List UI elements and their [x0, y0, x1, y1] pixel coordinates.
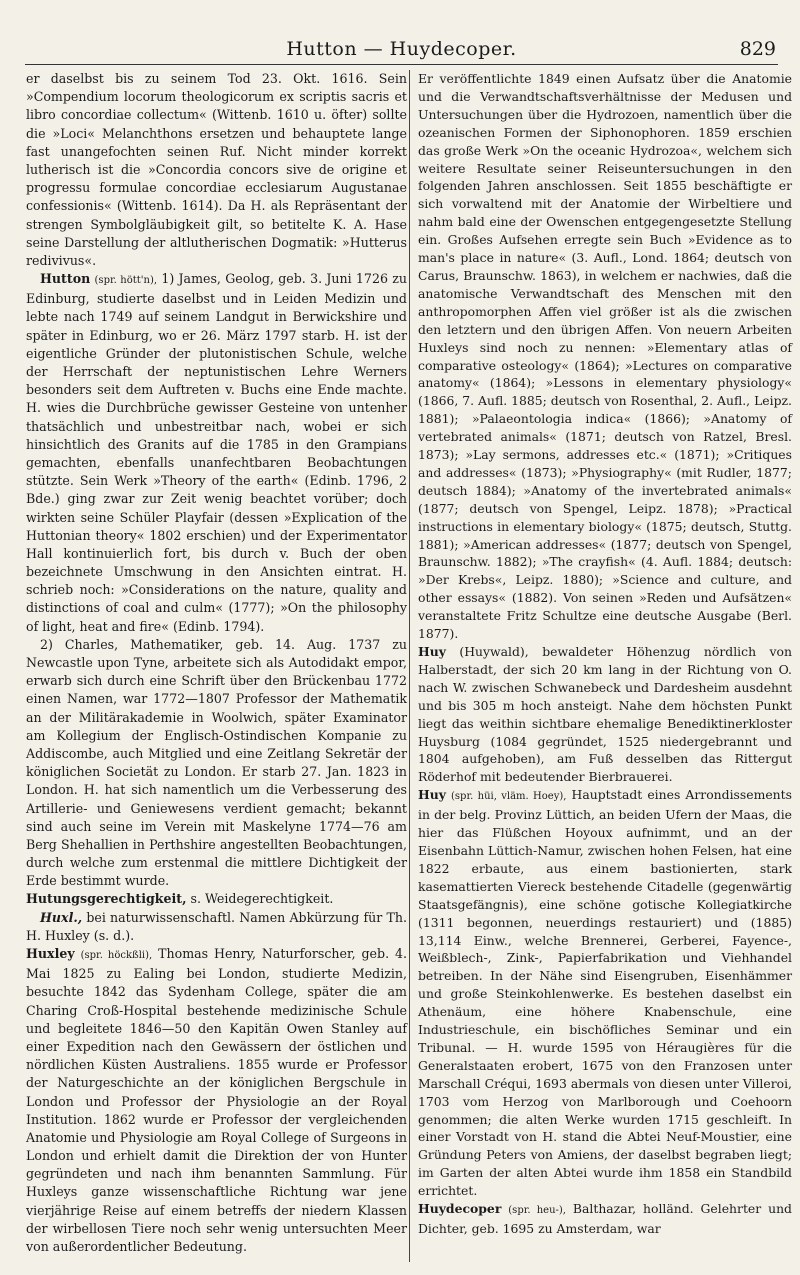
entry-continuation: er daselbst bis zu seinem Tod 23. Okt. 1616. Sein »Compendium locorum theologicorum ex scriptis sacris et libro concordiae collectum« (Wittenb. 1610 u. öfter) sollte die »Loci« Melanchthons ersetzen und behauptete lange fast unangefochten seinen Ruf. Nicht minder korrekt lutherisch ist die »Concordia concors sive de origine et progressu formulae concordiae ecclesiarum Augustanae confessionis« (Wittenb. 1614). Da H. als Repräsentant der strengen Symbolgläubigkeit gilt, so betitelte K. A. Hase seine Darstellung der altlutherischen Dogmatik: »Hutterus redivivus«.: [26, 71, 407, 268]
page-header: [25, 36, 778, 65]
headword: Huydecoper: [418, 1201, 502, 1217]
headword: Huy: [418, 787, 446, 803]
entry-text: Balthazar, holländ. Gelehrter und Dichter, geb. 1695 zu Amsterdam, war: [418, 1201, 792, 1236]
entry-text: 1) James, Geolog, geb. 3. Juni 1726 zu Edinburg, studierte daselbst und in Leiden Medizin und lebte nach 1749 auf seinem Landgut in Berwickshire und später in Edinburg, wo er 26. März 1797 starb. H. ist der eigentliche Gründer der plutonistischen Schule, welche der Herrschaft der neptunistischen Lehre Werners besonders seit dem Auftreten v. Buchs eine Ende machte. H. wies die Durchbrüche gewisser Gesteine von untenher thatsächlich und unbestreitbar nach, wobei er sich hinsichtlich des Granits auf die 1785 in den Grampians gemachten, ebenfalls unanfechtbaren Beobachtungen stützte. Sein Werk »Theory of the earth« (Edinb. 1796, 2 Bde.) ging zwar zur Zeit wenig beachtet vorüber; doch wirkten seine Schüler Playfair (dessen »Explication of the Huttonian theory« 1802 erschien) und der Experimentator Hall kontinuierlich fort, bis durch v. Buch der oben bezeichnete Umschwung in den Ansichten eintrat. H. schrieb noch: »Considerations on the nature, quality and distinctions of coal and culm« (1777); »On the philosophy of light, heat and fire« (Edinb. 1794).: [26, 271, 407, 634]
pronunciation: (spr. hüi, vläm. Hoey),: [451, 791, 567, 803]
column-divider: [409, 70, 410, 1262]
entry-hutungsgerechtigkeit: [26, 890, 407, 908]
entry-huydecoper: [418, 1200, 792, 1238]
running-title: Hutton — Huydecoper.: [286, 38, 517, 60]
entry-hutton-charles: 2) Charles, Mathematiker, geb. 14. Aug. 1737 zu Newcastle upon Tyne, arbeitete sich als Autodidakt empor, erwarb sich durch eine Schrift über den Brückenbau 1772 einen Namen, war 1772—1807 Professor der Mathematik an der Militärakademie in Woolwich, später Examinator am Kollegium der Englisch-Ostindischen Kompanie zu Addiscombe, auch Mitglied und eine Zeitlang Sekretär der königlichen Societät zu London. Er starb 27. Jan. 1823 in London. H. hat sich namentlich um die Verbesserung des Artillerie- und Geniewesens verdient gemacht; bekannt sind auch seine im Verein mit Maskelyne 1774—76 am Berg Shehallien in Perthshire angestellten Beobachtungen, durch welche zum erstenmal die mittlere Dichtigkeit der Erde bestimmt wurde.: [26, 636, 407, 889]
headword: Hutton: [40, 271, 91, 287]
headword: Hutungsgerechtigkeit,: [26, 891, 187, 907]
page-number: 829: [739, 38, 776, 60]
entry-text: Hauptstadt eines Arrondissements in der belg. Provinz Lüttich, an beiden Ufern der Maas, die hier das Flüßchen Hoyoux aufnimmt, und an der Eisenbahn Lüttich-Namur, zwischen hohen Felsen, hat eine 1822 erbaute, aus einem bastionierten, stark kasemattierten Viereck bestehende Citadelle (gegenwärtig Staatsgefängnis), eine schöne gotische Kollegiatkirche (1311 begonnen, neuerdings restauriert) und (1885) 13,114 Einw., welche Brennerei, Gerberei, Fayence-, Weißblech-, Zink-, Papierfabrikation und Viehhandel betreiben. In der Nähe sind Eisengruben, Eisenhämmer und große Steinkohlenwerke. Es bestehen daselbst ein Athenäum, eine höhere Knabenschule, eine Industrieschule, ein bischöfliches Seminar und ein Tribunal. — H. wurde 1595 von Héraugières für die Generalstaaten erobert, 1675 von den Franzosen unter Marschall Créqui, 1693 abermals von diesen unter Villeroi, 1703 vom Herzog von Marlborough und Coehoorn genommen; die alten Werke wurden 1715 geschleift. In einer Vorstadt von H. stand die Abtei Neuf-Moustier, eine Gründung Peters von Amiens, der daselbst begraben liegt; im Garten der alten Abtei wurde ihm 1858 ein Standbild errichtet.: [418, 787, 792, 1199]
entry-text: Thomas Henry, Naturforscher, geb. 4. Mai 1825 zu Ealing bei London, studierte Medizin, besuchte 1842 das Sydenham College, später die am Charing Croß-Hospital bestehende medizinische Schule und begleitete 1846—50 den Kapitän Owen Stanley auf einer Expedition nach den Gewässern der östlichen und nördlichen Küsten Australiens. 1855 wurde er Professor der Naturgeschichte an der königlichen Bergschule in London und Professor der Physiologie an der Royal Institution. 1862 wurde er Professor der vergleichenden Anatomie und Physiologie am Royal College of Surgeons in London und erhielt damit die Direktion der von Hunter gegründeten und nach ihm benannten Sammlung. Für Huxleys ganze wissenschaftliche Richtung war jene vierjährige Reise auf einem betreffs der niedern Klassen der wirbellosen Tiere noch sehr wenig untersuchten Meer von außerordentlicher Bedeutung.: [26, 946, 407, 1254]
entry-huxley: [26, 945, 407, 1256]
entry-huy-town: [418, 786, 792, 1200]
left-column: [26, 70, 407, 1256]
headword: Huxl.,: [40, 909, 83, 925]
headword: Huxley: [26, 946, 75, 961]
entry-text: bei naturwissenschaftl. Namen Abkürzung für Th. H. Huxley (s. d.).: [26, 909, 407, 943]
pronunciation: (spr. höckßli),: [80, 950, 153, 961]
pronunciation: (spr. heu-),: [508, 1205, 566, 1217]
entry-text: s. Weidegerechtigkeit.: [186, 891, 334, 907]
entry-huxl: [26, 909, 407, 945]
entry-hutton: [26, 270, 407, 636]
right-column: [418, 70, 792, 1238]
headword: Huy: [418, 644, 446, 659]
entry-text: (Huywald), bewaldeter Höhenzug nördlich von Halberstadt, der sich 20 km lang in der Richtung von O. nach W. zwischen Schwanebeck und Dardesheim ausdehnt und bis 305 m hoch ansteigt. Nahe dem höchsten Punkt liegt das weithin sichtbare ehemalige Benediktinerkloster Huysburg (1084 gegründet, 1525 niedergebrannt und 1804 aufgehoben), am Fuß desselben das Rittergut Röderhof mit bedeutender Bierbrauerei.: [418, 644, 792, 785]
pronunciation: (spr. hött'n),: [94, 275, 158, 287]
entry-huy-hill: [418, 643, 792, 786]
entry-huxley-continuation: Er veröffentlichte 1849 einen Aufsatz über die Anatomie und die Verwandtschaftsverhältnisse der Medusen und Untersuchungen über die Hydrozoen, namentlich über die ozeanischen Formen der Siphonophoren. 1859 erschien das große Werk »On the oceanic Hydrozoa«, welchem sich weitere Resultate seiner Reiseuntersuchungen in den folgenden Jahren anschlossen. Seit 1855 beschäftigte er sich vorwaltend mit der Anatomie der Wirbeltiere und nahm bald eine der Owenschen entgegengesetzte Stellung ein. Großes Aufsehen erregte sein Buch »Evidence as to man's place in nature« (3. Aufl., Lond. 1864; deutsch von Carus, Braunschw. 1863), in welchem er nachwies, daß die anatomische Verwandtschaft des Menschen mit den anthropomorphen Affen viel größer ist als die zwischen den letztern und den übrigen Affen. Von neuern Arbeiten Huxleys sind noch zu nennen: »Elementary atlas of comparative osteology« (1864); »Lectures on comparative anatomy« (1864); »Lessons in elementary physiology« (1866, 7. Aufl. 1885; deutsch von Rosenthal, 2. Aufl., Leipz. 1881); »Palaeontologia indica« (1866); »Anatomy of vertebrated animals« (1871; deutsch von Ratzel, Bresl. 1873); »Lay sermons, addresses etc.« (1871); »Critiques and addresses« (1873); »Physiography« (mit Rudler, 1877; deutsch 1884); »Anatomy of the invertebrated animals« (1877; deutsch von Spengel, Leipz. 1878); »Practical instructions in elementary biology« (1875; deutsch, Stuttg. 1881); »American addresses« (1877; deutsch von Spengel, Braunschw. 1882); »The crayfish« (4. Aufl. 1884; deutsch: »Der Krebs«, Leipz. 1880); »Science and culture, and other essays« (1882). Von seinen »Reden und Aufsätzen« veranstaltete Fritz Schultze eine deutsche Ausgabe (Berl. 1877).: [418, 71, 792, 642]
